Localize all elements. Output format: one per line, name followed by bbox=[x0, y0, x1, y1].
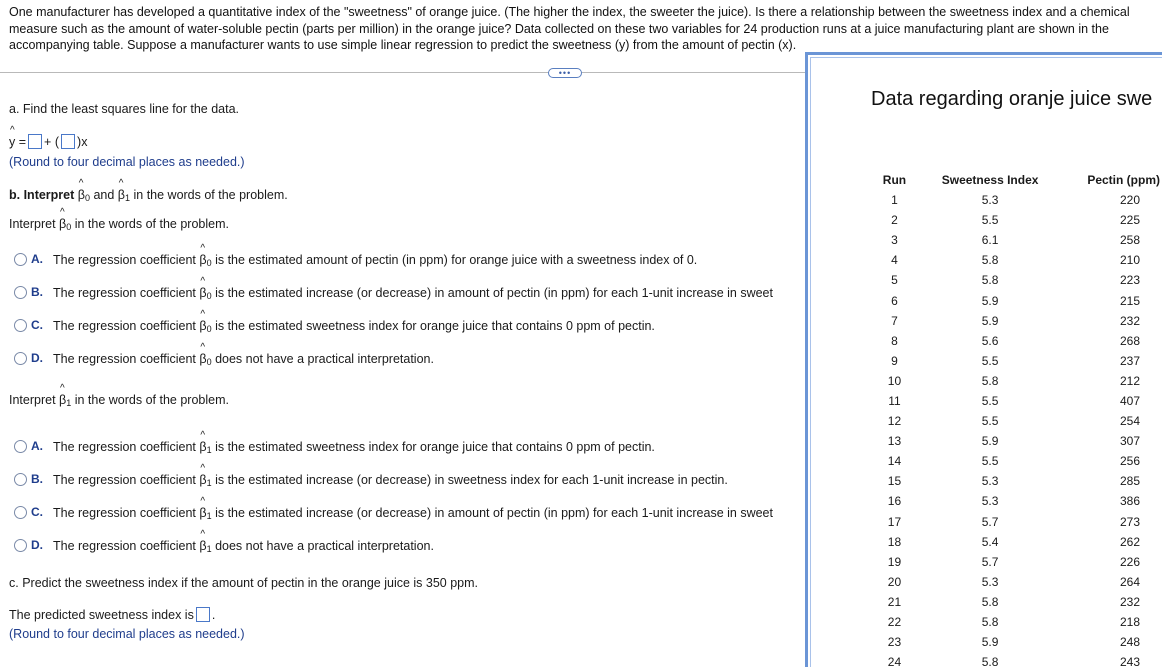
b1-option-text[interactable]: The regression coefficient ^ $\beta_1$ is the estimated increase (or decrease) in amount of pectin (in ppm) for each 1-unit increase in sweet bbox=[53, 506, 773, 521]
part-a-prompt: a. Find the least squares line for the data. bbox=[9, 102, 239, 116]
cell-pectin: 407 bbox=[1119, 393, 1140, 408]
table-header-row bbox=[864, 170, 1162, 190]
cell-pectin: 223 bbox=[1119, 273, 1140, 288]
table-row bbox=[864, 290, 1162, 310]
table-row bbox=[864, 331, 1162, 351]
cell-run: 8 bbox=[891, 333, 898, 348]
cell-sweetness: 5.8 bbox=[981, 594, 999, 609]
interpret-b0-label: Interpret ^ $\beta_0$ in the words of the problem. bbox=[9, 217, 229, 232]
b0-option-text[interactable]: The regression coefficient ^ $\beta_0$ is the estimated increase (or decrease) in amount of pectin (in ppm) for each 1-unit increase in sweet bbox=[53, 286, 773, 301]
b1-option-letter: A. bbox=[31, 439, 43, 453]
expand-handle-button[interactable]: ••• bbox=[548, 68, 582, 78]
b0-radio-d[interactable] bbox=[14, 352, 27, 365]
intercept-answer-box[interactable] bbox=[28, 134, 42, 149]
b0-option-letter: A. bbox=[31, 252, 43, 266]
cell-sweetness: 5.9 bbox=[981, 313, 999, 328]
cell-sweetness: 5.8 bbox=[981, 253, 999, 268]
cell-pectin: 307 bbox=[1119, 434, 1140, 449]
cell-sweetness: 5.3 bbox=[981, 474, 999, 489]
cell-run: 23 bbox=[887, 635, 902, 650]
data-table-panel[interactable] bbox=[805, 52, 1162, 667]
b0-radio-b[interactable] bbox=[14, 286, 27, 299]
table-row bbox=[864, 512, 1162, 532]
predicted-sweetness-answer-box[interactable] bbox=[196, 607, 210, 622]
b0-option-letter: D. bbox=[31, 351, 43, 365]
table-row bbox=[864, 250, 1162, 270]
pane-divider bbox=[0, 72, 805, 73]
round-note-a: (Round to four decimal places as needed.) bbox=[9, 155, 245, 169]
header-run: Run bbox=[882, 173, 907, 187]
cell-run: 19 bbox=[887, 554, 902, 569]
cell-run: 12 bbox=[887, 414, 902, 429]
cell-sweetness: 5.5 bbox=[981, 393, 999, 408]
table-row bbox=[864, 451, 1162, 471]
table-row bbox=[864, 371, 1162, 391]
cell-pectin: 248 bbox=[1119, 635, 1140, 650]
cell-pectin: 254 bbox=[1119, 414, 1140, 429]
cell-sweetness: 5.5 bbox=[981, 213, 999, 228]
header-sweetness-index: Sweetness Index bbox=[941, 173, 1039, 187]
table-row bbox=[864, 632, 1162, 652]
table-row bbox=[864, 190, 1162, 210]
cell-run: 24 bbox=[887, 655, 902, 667]
cell-run: 11 bbox=[888, 393, 901, 408]
interpret-b1-label: Interpret ^ $\beta_1$ in the words of the problem. bbox=[9, 393, 229, 408]
cell-run: 6 bbox=[891, 293, 898, 308]
table-row bbox=[864, 652, 1162, 667]
b0-option-text[interactable]: The regression coefficient ^ $\beta_0$ does not have a practical interpretation. bbox=[53, 352, 434, 367]
cell-sweetness: 5.5 bbox=[981, 414, 999, 429]
data-table bbox=[864, 170, 1162, 667]
cell-sweetness: 5.3 bbox=[981, 574, 999, 589]
cell-sweetness: 5.8 bbox=[981, 373, 999, 388]
round-note-c: (Round to four decimal places as needed.) bbox=[9, 627, 245, 641]
cell-run: 20 bbox=[887, 574, 902, 589]
b1-option-text[interactable]: The regression coefficient ^ $\beta_1$ is the estimated sweetness index for orange juice that contains 0 ppm of pectin. bbox=[53, 440, 655, 455]
table-row bbox=[864, 270, 1162, 290]
cell-run: 4 bbox=[891, 253, 898, 268]
cell-pectin: 243 bbox=[1119, 655, 1140, 667]
cell-sweetness: 5.8 bbox=[981, 615, 999, 630]
data-panel-inner bbox=[810, 57, 1162, 667]
cell-run: 7 bbox=[891, 313, 898, 328]
slope-answer-box[interactable] bbox=[61, 134, 75, 149]
b1-option-text[interactable]: The regression coefficient ^ $\beta_1$ is the estimated increase (or decrease) in sweetness index for each 1-unit increase in pectin. bbox=[53, 473, 728, 488]
cell-run: 16 bbox=[887, 494, 902, 509]
part-b-prompt: b. Interpret ^ $\beta_0$ and ^ $\beta_1$ in the words of the problem. bbox=[9, 188, 288, 203]
cell-run: 18 bbox=[887, 534, 902, 549]
cell-run: 2 bbox=[891, 213, 898, 228]
problem-statement: One manufacturer has developed a quantitative index of the "sweetness" of orange juice. (The higher the index, the sweeter the juice). Is there a relationship between the sweetness index and a chemical measure such as the amount of water-soluble pectin (parts per million) in the orange juice? Data collected on these two variables for 24 production runs at a juice manufacturing plant are shown in the accompanying table. Suppose a manufacturer wants to use simple linear regression to predict the sweetness (y) from the amount of pectin (x). bbox=[9, 5, 1130, 52]
regression-equation: ^ y = + ( )x bbox=[9, 134, 87, 149]
cell-sweetness: 5.7 bbox=[981, 554, 999, 569]
cell-run: 3 bbox=[891, 233, 898, 248]
cell-pectin: 232 bbox=[1119, 313, 1140, 328]
table-row bbox=[864, 411, 1162, 431]
b0-radio-a[interactable] bbox=[14, 253, 27, 266]
table-row bbox=[864, 612, 1162, 632]
cell-run: 17 bbox=[887, 514, 902, 529]
cell-run: 22 bbox=[887, 615, 902, 630]
cell-sweetness: 5.4 bbox=[981, 534, 999, 549]
cell-sweetness: 5.3 bbox=[981, 193, 999, 208]
y-hat: ^ y bbox=[9, 135, 15, 149]
cell-sweetness: 5.6 bbox=[981, 333, 999, 348]
cell-pectin: 262 bbox=[1119, 534, 1140, 549]
table-row bbox=[864, 230, 1162, 250]
cell-pectin: 210 bbox=[1119, 253, 1140, 268]
cell-sweetness: 5.3 bbox=[981, 494, 999, 509]
table-row bbox=[864, 592, 1162, 612]
b0-option-letter: C. bbox=[31, 318, 43, 332]
cell-sweetness: 5.7 bbox=[981, 514, 999, 529]
cell-pectin: 264 bbox=[1119, 574, 1140, 589]
table-row bbox=[864, 210, 1162, 230]
b1-radio-a[interactable] bbox=[14, 440, 27, 453]
part-c-prompt: c. Predict the sweetness index if the amount of pectin in the orange juice is 350 ppm. bbox=[9, 576, 479, 590]
cell-pectin: 237 bbox=[1119, 353, 1140, 368]
cell-pectin: 232 bbox=[1119, 594, 1140, 609]
part-c-answer-line: The predicted sweetness index is . bbox=[9, 608, 216, 622]
cell-run: 14 bbox=[887, 454, 902, 469]
cell-run: 5 bbox=[891, 273, 898, 288]
b0-option-text[interactable]: The regression coefficient ^ $\beta_0$ is the estimated sweetness index for orange juice that contains 0 ppm of pectin. bbox=[53, 319, 655, 334]
cell-sweetness: 5.9 bbox=[981, 434, 999, 449]
cell-pectin: 215 bbox=[1119, 293, 1140, 308]
cell-pectin: 258 bbox=[1119, 233, 1140, 248]
cell-pectin: 218 bbox=[1119, 615, 1140, 630]
table-row bbox=[864, 471, 1162, 491]
cell-pectin: 273 bbox=[1119, 514, 1140, 529]
cell-run: 9 bbox=[891, 353, 898, 368]
cell-run: 10 bbox=[887, 373, 902, 388]
table-row bbox=[864, 532, 1162, 552]
b1-option-letter: B. bbox=[31, 472, 43, 486]
cell-sweetness: 5.5 bbox=[981, 353, 999, 368]
b0-option-text[interactable]: The regression coefficient ^ $\beta_0$ is the estimated amount of pectin (in ppm) for orange juice with a sweetness index of 0. bbox=[53, 253, 697, 268]
cell-run: 13 bbox=[887, 434, 902, 449]
cell-pectin: 226 bbox=[1119, 554, 1140, 569]
table-row bbox=[864, 311, 1162, 331]
cell-sweetness: 5.8 bbox=[981, 655, 999, 667]
cell-run: 15 bbox=[887, 474, 902, 489]
cell-sweetness: 5.5 bbox=[981, 454, 999, 469]
table-row bbox=[864, 431, 1162, 451]
cell-sweetness: 5.9 bbox=[981, 293, 999, 308]
cell-pectin: 386 bbox=[1119, 494, 1140, 509]
cell-run: 1 bbox=[891, 193, 898, 208]
cell-pectin: 212 bbox=[1119, 373, 1140, 388]
b1-option-text[interactable]: The regression coefficient ^ $\beta_1$ does not have a practical interpretation. bbox=[53, 539, 434, 554]
cell-pectin: 285 bbox=[1119, 474, 1140, 489]
header-pectin: Pectin (ppm) bbox=[1087, 173, 1160, 187]
b0-radio-c[interactable] bbox=[14, 319, 27, 332]
table-row bbox=[864, 572, 1162, 592]
table-row bbox=[864, 491, 1162, 511]
data-panel-title: Data regarding oranje juice swe bbox=[871, 88, 1153, 110]
cell-pectin: 256 bbox=[1119, 454, 1140, 469]
table-row bbox=[864, 552, 1162, 572]
b1-option-letter: D. bbox=[31, 538, 43, 552]
cell-sweetness: 5.9 bbox=[981, 635, 999, 650]
table-row bbox=[864, 351, 1162, 371]
b1-option-letter: C. bbox=[31, 505, 43, 519]
cell-run: 21 bbox=[887, 594, 902, 609]
b1-radio-b[interactable] bbox=[14, 473, 27, 486]
cell-pectin: 268 bbox=[1119, 333, 1140, 348]
cell-sweetness: 6.1 bbox=[981, 233, 999, 248]
cell-pectin: 220 bbox=[1119, 193, 1140, 208]
table-row bbox=[864, 391, 1162, 411]
b1-radio-c[interactable] bbox=[14, 506, 27, 519]
b0-option-letter: B. bbox=[31, 285, 43, 299]
cell-pectin: 225 bbox=[1119, 213, 1140, 228]
cell-sweetness: 5.8 bbox=[981, 273, 999, 288]
b1-radio-d[interactable] bbox=[14, 539, 27, 552]
